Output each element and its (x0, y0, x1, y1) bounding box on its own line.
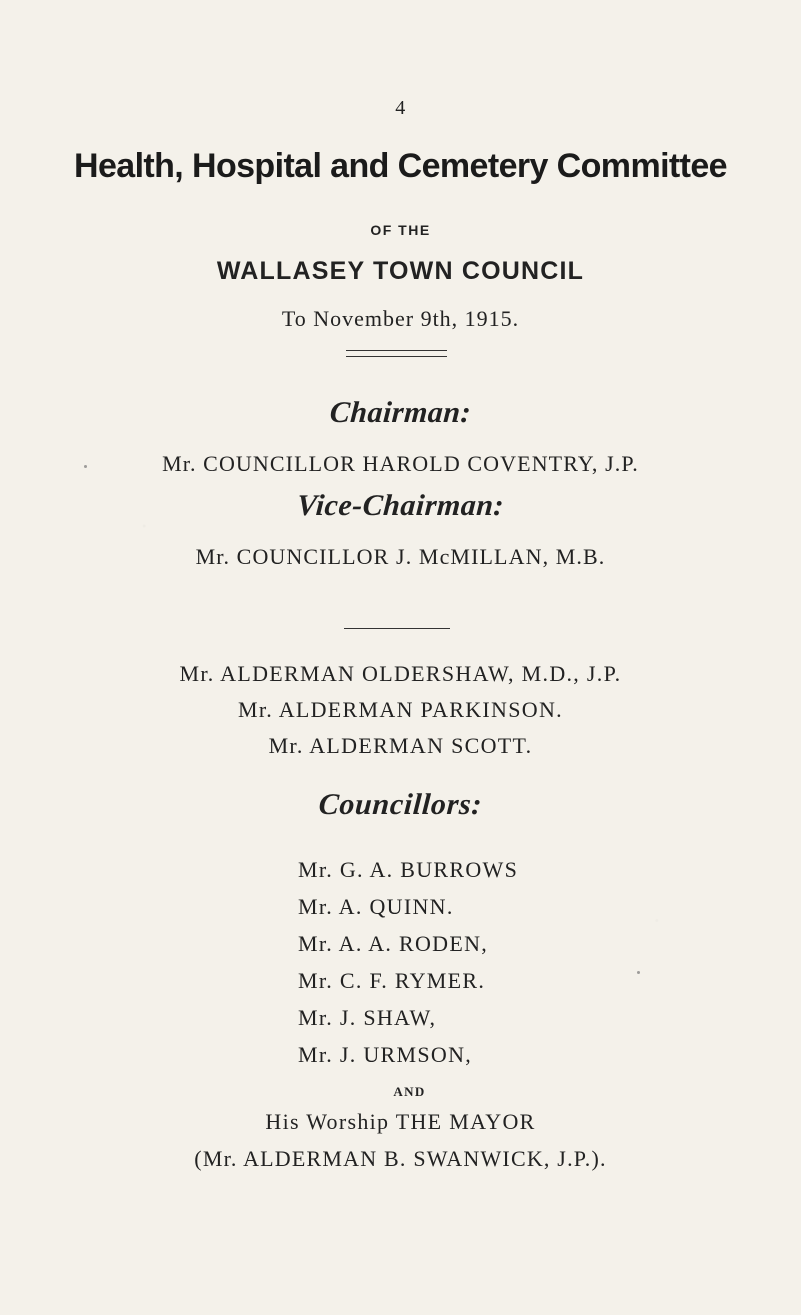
ink-speck (637, 971, 640, 974)
ink-speck (84, 465, 87, 468)
page-number: 4 (395, 97, 406, 119)
subtitle-of-the: OF THE (370, 222, 431, 238)
councillor-entry: Mr. G. A. BURROWS (298, 857, 519, 882)
chairman-heading: Chairman: (328, 396, 473, 429)
alderman-entry: Mr. ALDERMAN SCOTT. (268, 733, 533, 758)
alderman-entry: Mr. ALDERMAN PARKINSON. (238, 697, 563, 722)
chairman-name: Mr. COUNCILLOR HAROLD COVENTRY, J.P. (162, 451, 639, 476)
and-label: AND (393, 1084, 426, 1099)
councillor-entry: Mr. A. A. RODEN, (298, 931, 489, 956)
councillor-entry: Mr. J. SHAW, (298, 1005, 437, 1030)
council-name: WALLASEY TOWN COUNCIL (216, 257, 585, 285)
mayor-line: His Worship THE MAYOR (265, 1109, 536, 1134)
councillor-entry: Mr. C. F. RYMER. (298, 968, 486, 993)
single-rule-divider (344, 628, 450, 629)
councillors-list (298, 851, 618, 1073)
committee-title: Health, Hospital and Cemetery Committee (74, 147, 727, 185)
vice-chairman-heading: Vice-Chairman: (295, 489, 506, 522)
councillor-entry: Mr. A. QUINN. (298, 894, 454, 919)
alderman-entry: Mr. ALDERMAN OLDERSHAW, M.D., J.P. (179, 661, 622, 686)
mayor-detail: (Mr. ALDERMAN B. SWANWICK, J.P.). (194, 1146, 607, 1171)
double-rule-divider (346, 350, 447, 357)
date-line: To November 9th, 1915. (281, 306, 520, 331)
councillor-entry: Mr. J. URMSON, (298, 1042, 473, 1067)
vice-chairman-name: Mr. COUNCILLOR J. McMILLAN, M.B. (195, 544, 606, 569)
councillors-heading: Councillors: (317, 788, 484, 821)
